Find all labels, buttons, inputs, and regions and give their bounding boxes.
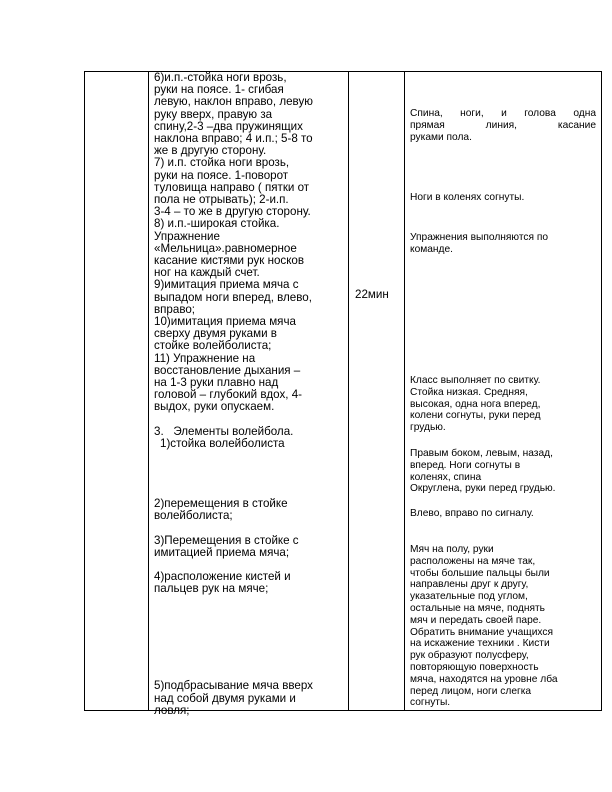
exercise-line: вправо; <box>154 302 196 316</box>
exercise-line: 11) Упражнение на <box>154 351 256 365</box>
column-divider-3 <box>404 72 405 710</box>
note-1-line-1: Спина, ноги, и голова одна <box>410 108 596 119</box>
exercise-line: касание кистями рук носков <box>154 254 305 268</box>
duration-value: 22мин <box>355 288 389 301</box>
note-5-line-3: коленях, спина <box>410 471 482 483</box>
exercise-item-5-line-1: 5)подбрасывание мяча вверх <box>154 679 313 693</box>
note-2-line-1: Ноги в коленях согнуты. <box>410 192 525 203</box>
note-7-line: указательные под углом, <box>410 591 528 603</box>
exercise-item-5-line-2: над собой двумя руками и <box>154 691 296 705</box>
note-1 <box>410 108 596 143</box>
note-4 <box>410 375 596 434</box>
exercise-line: 7) и.п. стойка ноги врозь, <box>154 156 290 170</box>
exercise-line: же в другую сторону. <box>154 144 267 158</box>
exercise-line: руки на поясе. 1-поворот <box>154 168 289 182</box>
note-1-line-2: прямая линия, касание <box>410 119 596 131</box>
exercise-line: восстановление дыхания – <box>154 363 301 377</box>
note-3 <box>410 232 596 256</box>
note-1-line-3: руками пола. <box>410 131 472 143</box>
note-5-line-2: вперед. Ноги согнуты в <box>410 459 521 471</box>
note-6 <box>410 508 596 520</box>
note-7-line: Обратить внимание учащихся <box>410 626 553 638</box>
note-7-line: рук образуют полусферу, <box>410 650 529 662</box>
exercise-line: «Мельница».равномерное <box>154 241 297 255</box>
exercise-item-2-line-1: 2)перемещения в стойке <box>154 497 288 511</box>
exercise-line: 10)имитация приема мяча <box>154 315 296 329</box>
note-4-line-4: колени согнуты, руки перед <box>410 410 541 422</box>
exercise-line: выдох, руки опускаем. <box>154 400 275 414</box>
note-4-line-2: Стойка низкая. Средняя, <box>410 386 528 398</box>
note-6-line-1: Влево, вправо по сигналу. <box>410 508 534 519</box>
exercise-line: 8) и.п.-широкая стойка. <box>154 217 280 231</box>
exercise-item-1: 1)стойка волейболиста <box>160 436 285 450</box>
exercise-line: туловища направо ( пятки от <box>154 180 310 194</box>
exercise-item-3-line-2: имитацией приема мяча; <box>154 545 290 559</box>
exercise-line: пола не отрывать); 2-и.п. <box>154 193 289 207</box>
exercise-item-2-line-2: волейболиста; <box>154 509 233 523</box>
note-7-line: на искажение техники . Кисти <box>410 638 550 650</box>
note-7-line: чтобы большие пальцы были <box>410 567 550 579</box>
note-5 <box>410 448 596 495</box>
note-3-line-1: Упражнения выполняются по <box>410 232 549 243</box>
note-7-line: согнуты. <box>410 697 451 709</box>
exercise-line: стойке волейболиста; <box>154 339 272 353</box>
exercise-line: руку вверх, правую за <box>154 107 273 121</box>
section-title: 3. Элементы волейбола. <box>154 424 294 438</box>
exercise-line: левую, наклон вправо, левую <box>154 95 313 109</box>
note-4-line-1: Класс выполняет по свитку. <box>410 375 541 386</box>
exercise-line: руки на поясе. 1- сгибая <box>154 83 284 97</box>
note-7-line: мяча, находятся на уровне лба <box>410 673 558 685</box>
exercise-item-4-line-2: пальцев рук на мяче; <box>154 582 269 596</box>
lesson-table <box>84 71 602 717</box>
exercises-column <box>154 72 346 717</box>
exercise-line: 6)и.п.-стойка ноги врозь, <box>154 71 287 84</box>
exercise-line: головой – глубокий вдох, 4- <box>154 388 303 402</box>
note-7 <box>410 544 596 709</box>
exercise-line: ног на каждый счет. <box>154 266 260 280</box>
note-4-line-5: грудью. <box>410 422 446 434</box>
exercise-line: наклона вправо; 4 и.п.; 5-8 то <box>154 132 313 146</box>
exercise-item-3-line-1: 3)Перемещения в стойке с <box>154 533 299 547</box>
exercise-item-4-line-1: 4)расположение кистей и <box>154 569 291 583</box>
exercise-line: Упражнение <box>154 229 220 243</box>
exercise-line: на 1-3 руки плавно над <box>154 376 279 390</box>
note-7-line: остальные на мяче, поднять <box>410 602 545 614</box>
exercise-line: 9)имитация приема мяча с <box>154 278 299 292</box>
exercise-lines <box>154 72 346 414</box>
note-7-line: повторяющую поверхность <box>410 661 539 673</box>
exercise-item-5-line-3: ловля; <box>154 703 190 717</box>
exercise-line: выпадом ноги вперед, влево, <box>154 290 312 304</box>
note-7-line: мяч и передать своей паре. <box>410 614 542 626</box>
note-3-line-2: команде. <box>410 243 453 255</box>
note-2 <box>410 192 596 204</box>
note-7-line: направлены друг к другу, <box>410 579 529 591</box>
note-7-line: Мяч на полу, руки <box>410 544 494 555</box>
note-7-line: расположены на мяче так, <box>410 555 536 567</box>
exercise-line: 3-4 – то же в другую сторону. <box>154 205 311 219</box>
note-4-line-3: высокая, одна нога вперед, <box>410 398 541 410</box>
note-5-line-1: Правым боком, левым, назад, <box>410 448 553 459</box>
column-divider-2 <box>348 72 349 710</box>
exercise-line: сверху двумя руками в <box>154 327 277 341</box>
column-divider-1 <box>148 72 149 710</box>
exercise-line: спину,2-3 –два пружинящих <box>154 119 303 133</box>
note-7-line: перед лицом, ноги слегка <box>410 685 532 697</box>
note-5-line-4: Округлена, руки перед грудью. <box>410 483 556 495</box>
